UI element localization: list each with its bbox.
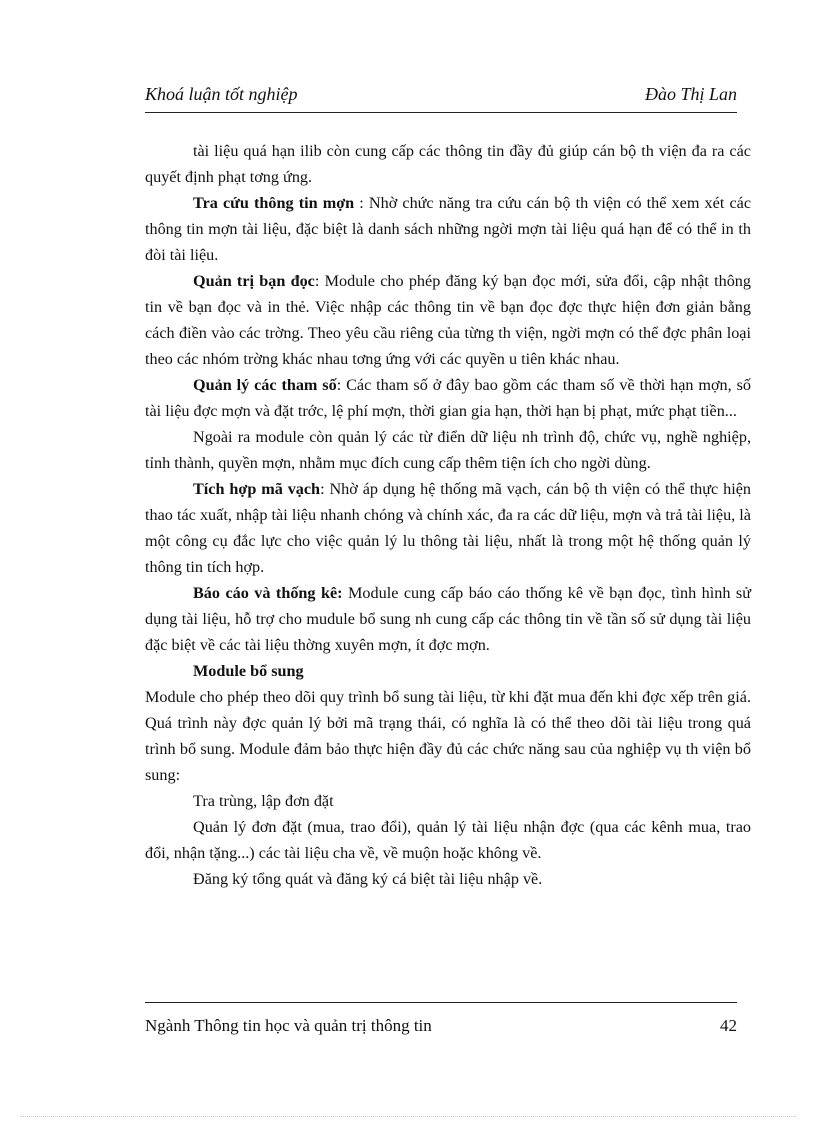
text-parameters: : Các tham số ở đây bao gồm các tham số về thời hạn mợn, số tài liệu đợc mợn và đặt trớc, lệ phí mợn, thời gian gia hạn, thời hạn bị phạt, mức phạt tiền...	[145, 376, 751, 420]
term-parameters: Quản lý các tham số	[193, 376, 337, 394]
paragraph-acquisition: Module cho phép theo dõi quy trình bổ sung tài liệu, từ khi đặt mua đến khi đợc xếp trên giá. Quá trình này đợc quản lý bởi mã trạng thái, có nghĩa là có thể theo dõi tài liệu trong quá trình bổ sung. Module đảm bảo thực hiện đầy đủ các chức năng sau của nghiệp vụ th viện bổ sung:	[145, 688, 751, 784]
text-reader-admin: : Module cho phép đăng ký bạn đọc mới, sửa đổi, cập nhật thông tin về bạn đọc và in thẻ. Việc nhập các thông tin về bạn đọc đợc thực hiện đơn giản bằng cách điền vào các trờng. Theo yêu cầu riêng của từng th viện, ngời mợn có thể đợc phân loại theo các nhóm trờng khác nhau tơng ứng với các quyền u tiên khác nhau.	[145, 272, 751, 368]
paragraph-reader-admin	[145, 268, 751, 372]
paragraph-reports	[145, 580, 751, 658]
header-title: Khoá luận tốt nghiệp	[145, 84, 298, 104]
term-reader-admin: Quản trị bạn đọc	[193, 272, 315, 290]
term-reports: Báo cáo và thống kê:	[193, 584, 343, 602]
text-loan-lookup: : Nhờ chức năng tra cứu cán bộ th viện có thể xem xét các thông tin mợn tài liệu, đặc biệt là danh sách những ngời mợn tài liệu quá hạn để có thể in th đòi tài liệu.	[145, 194, 751, 264]
list-item: Quản lý đơn đặt (mua, trao đổi), quản lý tài liệu nhận đợc (qua các kênh mua, trao đổi, nhận tặng...) các tài liệu cha về, về muộn hoặc không về.	[145, 818, 751, 862]
paragraph-barcode	[145, 476, 751, 580]
footer-department: Ngành Thông tin học và quản trị thông tin	[145, 1016, 432, 1035]
list-item: Tra trùng, lập đơn đặt	[193, 792, 334, 810]
paragraph-loan-lookup	[145, 190, 751, 268]
paragraph-dictionaries: Ngoài ra module còn quản lý các từ điển dữ liệu nh trình độ, chức vụ, nghề nghiệp, tỉnh thành, quyền mợn, nhằm mục đích cung cấp thêm tiện ích cho ngời dùng.	[145, 428, 751, 472]
section-heading: Module bổ sung	[193, 662, 304, 680]
page-edge-divider	[20, 1116, 796, 1117]
text-barcode: : Nhờ áp dụng hệ thống mã vạch, cán bộ th viện có thể thực hiện thao tác xuất, nhập tài liệu nhanh chóng và chính xác, đa ra các dữ liệu, mợn và trả tài liệu, là một công cụ đắc lực cho việc quản lý lu thông tài liệu, nhất là trong một hệ thống quản lý thông tin tích hợp.	[145, 480, 751, 576]
page-body	[145, 138, 751, 892]
page-number: 42	[720, 1016, 737, 1035]
paragraph-parameters	[145, 372, 751, 424]
text-reports: Module cung cấp báo cáo thống kê về bạn đọc, tình hình sử dụng tài liệu, hỗ trợ cho mudule bổ sung nh cung cấp các thông tin về tần số sử dụng tài liệu đặc biệt về các tài liệu thờng xuyên mợn, ít đợc mợn.	[145, 584, 751, 654]
term-barcode: Tích hợp mã vạch	[193, 480, 321, 498]
page-header	[145, 84, 737, 113]
footer-divider	[145, 1002, 737, 1003]
list-item: Đăng ký tổng quát và đăng ký cá biệt tài liệu nhập về.	[193, 870, 543, 888]
header-author: Đào Thị Lan	[644, 84, 737, 104]
paragraph-overdue: tài liệu quá hạn ilib còn cung cấp các thông tin đầy đủ giúp cán bộ th viện đa ra các quyết định phạt tơng ứng.	[145, 142, 751, 186]
term-loan-lookup: Tra cứu thông tin mợn	[193, 194, 355, 212]
